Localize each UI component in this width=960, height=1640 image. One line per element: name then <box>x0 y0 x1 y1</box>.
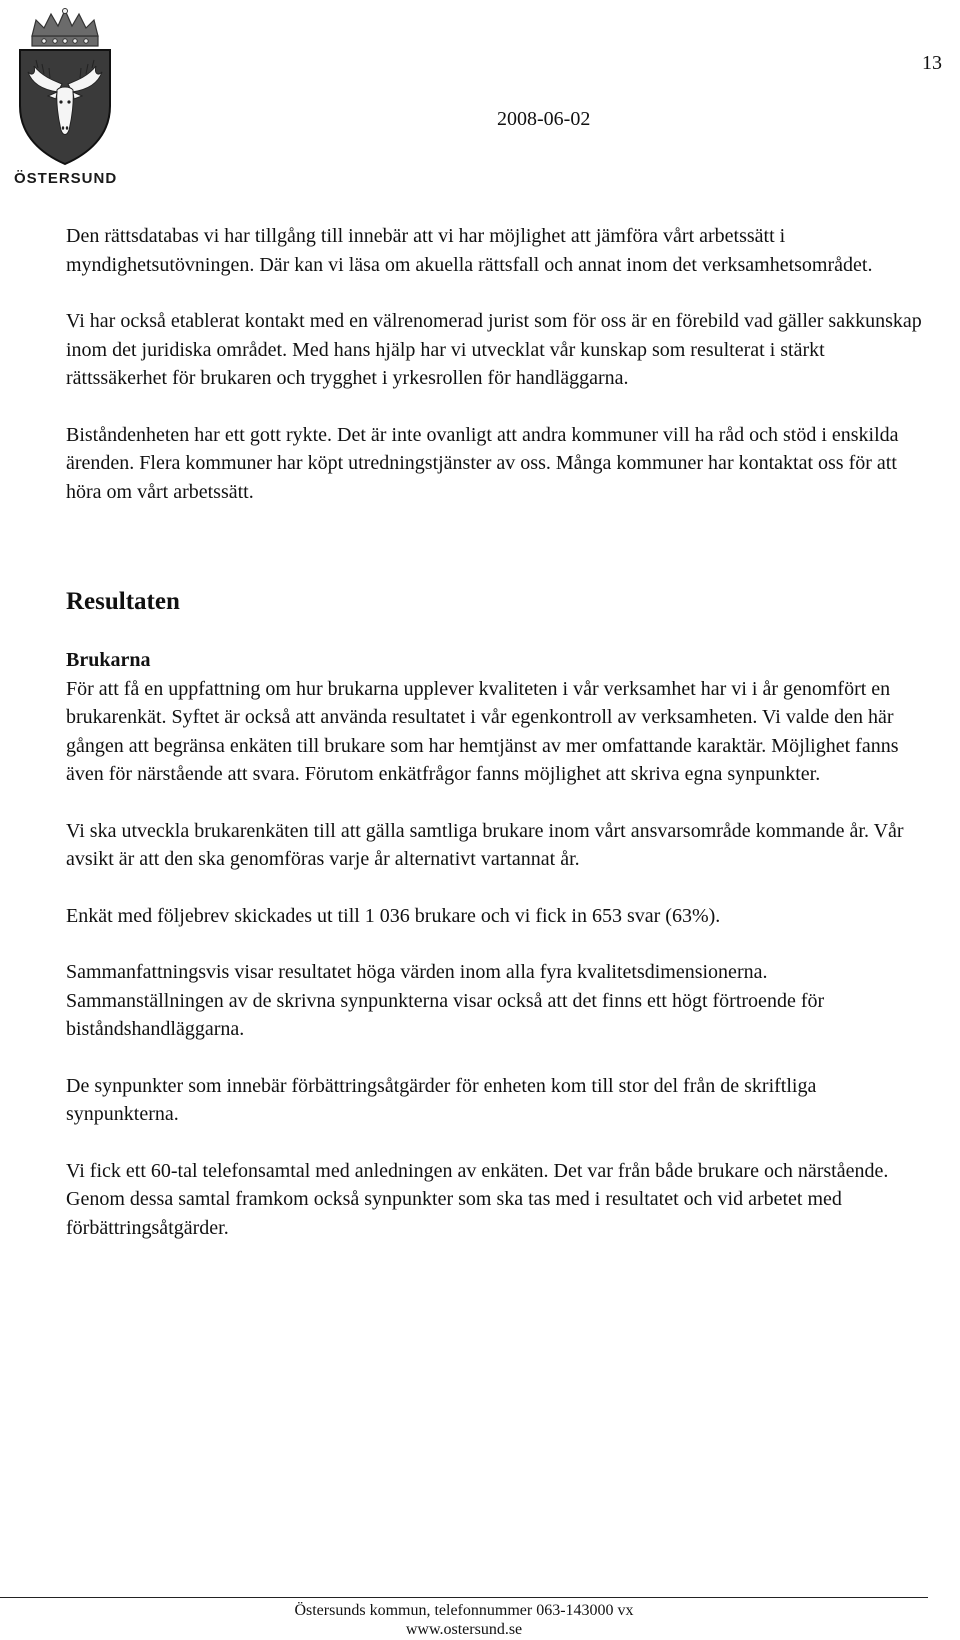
subheading: Brukarna <box>66 649 151 671</box>
paragraph-survey-response: Enkät med följebrev skickades ut till 1 036 brukare och vi fick in 653 svar (63%). <box>66 904 721 927</box>
paragraph-phone-calls: Vi fick ett 60-tal telefonsamtal med anledningen av enkäten. Det var från både brukare och närstående. Genom dessa samtal framkom också synpunkter som ska tas med i resultatet och vid arbetet med förbättringsåtgärder. <box>66 1159 889 1239</box>
paragraph-improvements: De synpunkter som innebär förbättringsåtgärder för enheten kom till stor del från de skriftliga synpunkterna. <box>66 1074 817 1125</box>
document-date: 2008-06-02 <box>497 108 591 130</box>
page-number: 13 <box>922 52 942 74</box>
logo-wordmark: ÖSTERSUND <box>14 170 118 187</box>
footer-contact: Östersunds kommun, telefonnummer 063-143000 vx <box>294 1602 634 1619</box>
paragraph-reputation: Biståndenheten har ett gott rykte. Det är inte ovanligt att andra kommuner vill ha råd och stöd i enskilda ärenden. Flera kommuner har köpt utredningstjänster av oss. Många kommuner har kontaktat oss för att höra om vårt arbetssätt. <box>66 423 899 503</box>
moose-crest-icon <box>14 6 116 166</box>
municipality-logo <box>14 6 116 186</box>
paragraph-legal-database: Den rättsdatabas vi har tillgång till innebär att vi har möjlighet att jämföra vårt arbetssätt i myndighetsutövningen. Där kan vi läsa om akuella rättsfall och annat inom det verksamhetsområdet. <box>66 225 873 276</box>
paragraph-summary: Sammanfattningsvis visar resultatet höga värden inom alla fyra kvalitetsdimensionerna. Sammanställningen av de skrivna synpunkterna visar också att det finns ett högt förtroende för biståndshandläggarna. <box>66 961 825 1040</box>
paragraph-lawyer-contact: Vi har också etablerat kontakt med en välrenomerad jurist som för oss är en förebild vad gäller sakkunskap inom det juridiska området. Med hans hjälp har vi utvecklat vår kunskap som resulterat i stärkt rättssäkerhet för brukaren och trygghet i yrkesrollen för handläggarna. <box>66 310 922 389</box>
section-heading: Resultaten <box>66 588 180 615</box>
footer-website: www.ostersund.se <box>405 1621 523 1638</box>
paragraph-survey-purpose: För att få en uppfattning om hur brukarna upplever kvaliteten i vår verksamhet har vi i år genomfört en brukarenkät. Syftet är också att använda resultatet i vår egenkontroll av verksamheten. Vi valde den här gången att begränsa enkäten till brukare som har hemtjänst av mer omfattande karaktär. Möjlighet fanns även för närstående att svara. Förutom enkätfrågor fanns möjlighet att skriva egna synpunkter. <box>66 677 899 785</box>
document-body <box>66 222 928 1242</box>
footer-divider <box>0 1597 928 1598</box>
page-footer <box>0 1601 928 1639</box>
paragraph-survey-plans: Vi ska utveckla brukarenkäten till att gälla samtliga brukare inom vårt ansvarsområde kommande år. Vår avsikt är att den ska genomföras varje år alternativt vartannat år. <box>66 819 904 870</box>
